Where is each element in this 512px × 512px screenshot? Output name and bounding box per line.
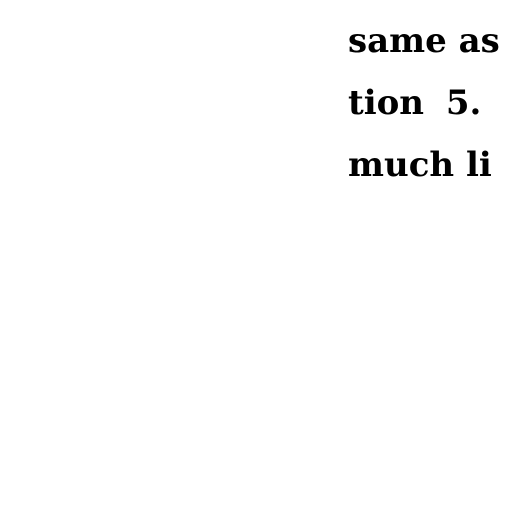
text-line-3: much li	[348, 145, 492, 185]
text-line-2: tion 5.	[348, 83, 482, 123]
text-line-1: same as	[348, 21, 500, 61]
